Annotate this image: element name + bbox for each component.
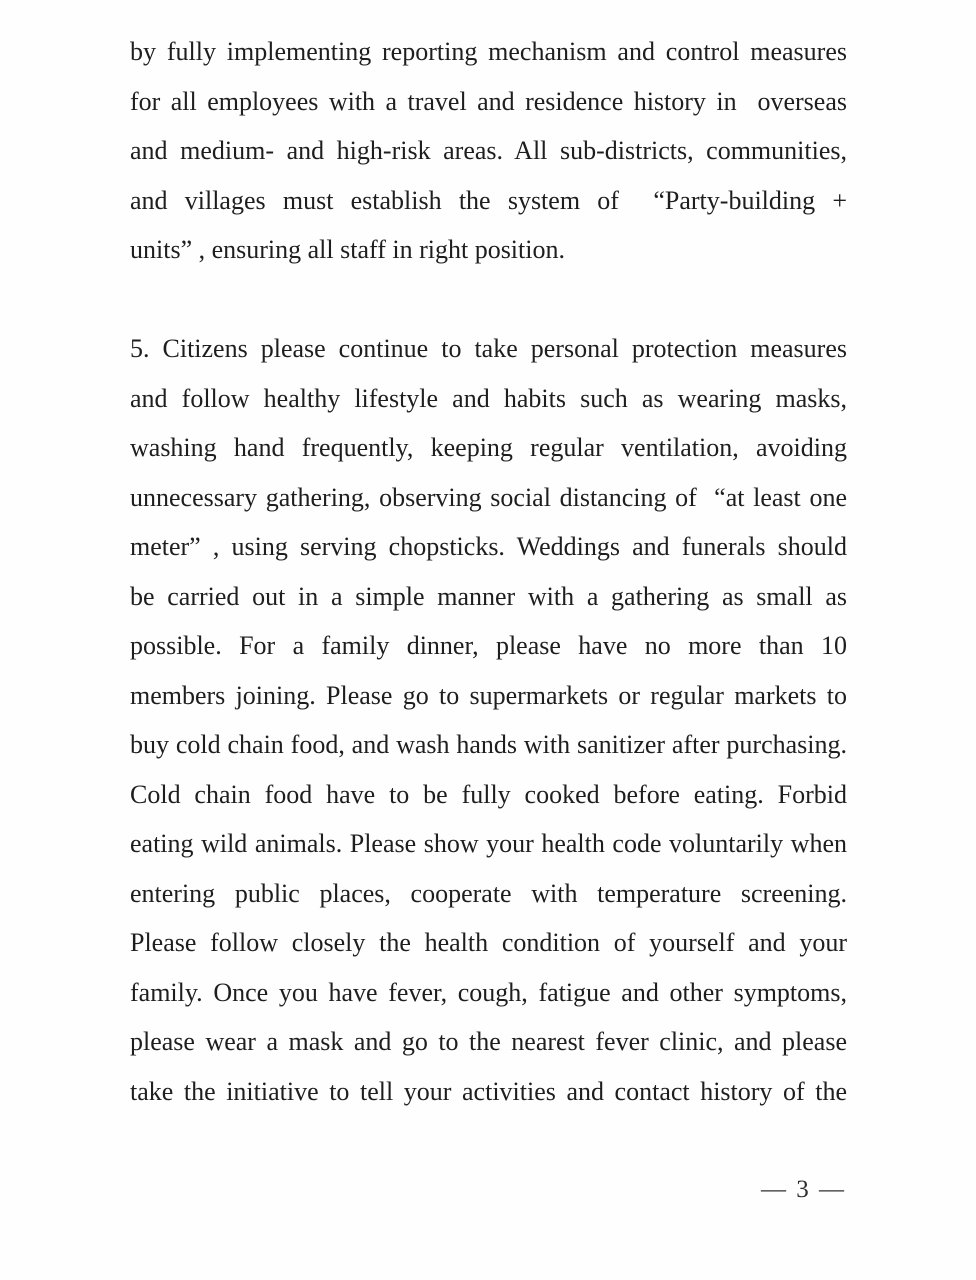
text-line: and medium- and high-risk areas. All sub-districts, communities, [130, 136, 847, 165]
text-line: be carried out in a simple manner with a gathering as small as [130, 581, 847, 611]
text-line: members joining. Please go to supermarkets or regular markets to [130, 680, 847, 710]
text-line: meter” , using serving chopsticks. Weddings and funerals should [130, 532, 847, 561]
paragraph [130, 27, 847, 275]
text-line: entering public places, cooperate with temperature screening. [130, 878, 847, 908]
text-line: please wear a mask and go to the nearest fever clinic, and please [130, 1027, 847, 1056]
text-line: Please follow closely the health condition of yourself and your [130, 928, 847, 957]
text-line: buy cold chain food, and wash hands with sanitizer after purchasing. [130, 730, 847, 759]
text-line: possible. For a family dinner, please have no more than 10 [130, 631, 847, 660]
paragraph [130, 324, 847, 1116]
text-line: family. Once you have fever, cough, fatigue and other symptoms, [130, 977, 847, 1007]
text-line: by fully implementing reporting mechanism and control measures [130, 37, 847, 66]
text-line: 5. Citizens please continue to take personal protection measures [130, 334, 847, 363]
text-line: unnecessary gathering, observing social distancing of “at least one [130, 482, 847, 512]
text-line: and villages must establish the system of “Party-building + [130, 185, 847, 215]
text-line: take the initiative to tell your activities and contact history of the [130, 1076, 847, 1106]
text-line: for all employees with a travel and residence history in overseas [130, 86, 847, 116]
text-line: units” , ensuring all staff in right position. [130, 235, 565, 264]
text-line: Cold chain food have to be fully cooked before eating. Forbid [130, 779, 847, 809]
page-number: — 3 — [761, 1176, 846, 1203]
text-line: and follow healthy lifestyle and habits such as wearing masks, [130, 383, 847, 413]
text-block [130, 27, 847, 1116]
text-line: eating wild animals. Please show your health code voluntarily when [130, 829, 847, 858]
text-line: washing hand frequently, keeping regular ventilation, avoiding [130, 433, 847, 462]
